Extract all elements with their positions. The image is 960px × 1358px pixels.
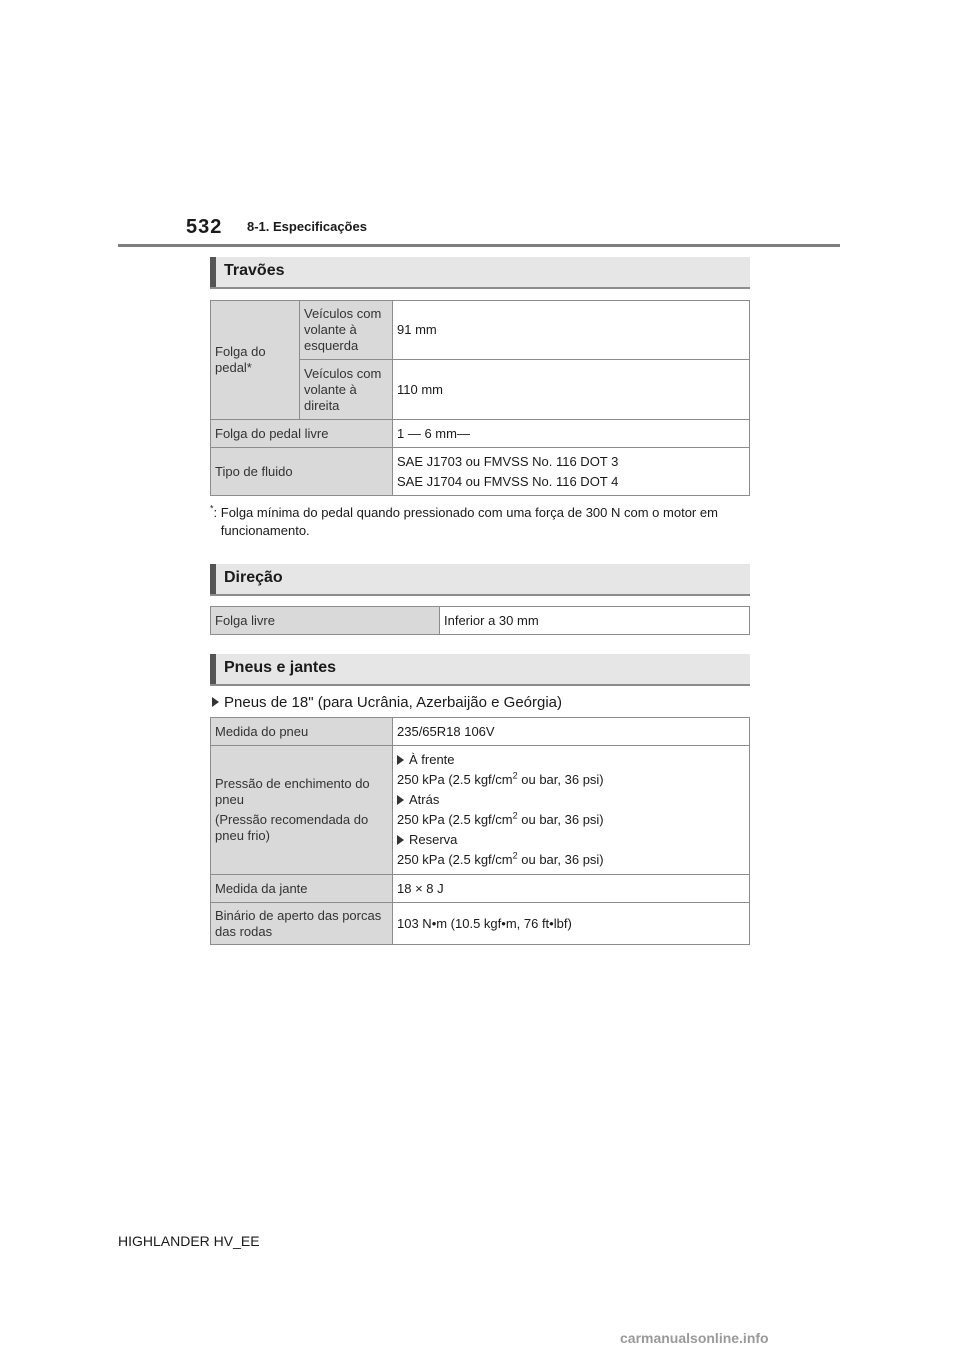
pedal-play-label: Folga do pedal* <box>211 301 300 420</box>
steering-free-play-label: Folga livre <box>211 607 440 635</box>
rear-pressure-value <box>397 810 745 830</box>
tire-pressure-value <box>393 746 750 875</box>
rim-size-label: Medida da jante <box>211 875 393 903</box>
front-pressure-heading <box>397 750 745 770</box>
pressure-value-text: ou bar, 36 psi) <box>517 772 604 787</box>
tire-size-label: Medida do pneu <box>211 718 393 746</box>
steering-table <box>210 606 750 635</box>
steering-title: Direção <box>224 569 283 586</box>
tire-pressure-label-note: (Pressão recomendada do pneu frio) <box>215 812 369 843</box>
wheel-nut-torque-label: Binário de aperto das porcas das rodas <box>211 903 393 945</box>
right-hand-drive-value: 110 mm <box>393 360 750 420</box>
free-play-label: Folga do pedal livre <box>211 420 393 448</box>
tires-table <box>210 717 750 945</box>
table-row <box>211 718 750 746</box>
footnote-marker: * <box>210 503 214 514</box>
steering-heading <box>210 564 750 596</box>
left-hand-drive-value: 91 mm <box>393 301 750 360</box>
pressure-exponent: 2 <box>512 770 518 781</box>
rear-label: Atrás <box>409 792 440 807</box>
footnote-text: Folga mínima do pedal quando pressionado com uma força de 300 N com o motor em funcionamento. <box>220 505 718 538</box>
triangle-bullet-icon <box>212 697 219 707</box>
pressure-exponent: 2 <box>512 850 518 861</box>
heading-accent-bar <box>210 257 216 287</box>
spare-pressure-heading <box>397 830 745 850</box>
front-label: À frente <box>409 752 455 767</box>
tire-variant-text: Pneus de 18" (para Ucrânia, Azerbaijão e Geórgia) <box>224 694 563 711</box>
brakes-title: Travões <box>224 262 285 279</box>
footer-model-name: HIGHLANDER HV_EE <box>118 1233 260 1249</box>
fluid-type-label: Tipo de fluido <box>211 448 393 496</box>
rear-pressure-heading <box>397 790 745 810</box>
table-row <box>211 448 750 496</box>
header-divider <box>118 244 840 247</box>
brakes-table <box>210 300 750 496</box>
heading-accent-bar <box>210 564 216 594</box>
table-row <box>211 746 750 875</box>
tires-title: Pneus e jantes <box>224 659 337 676</box>
table-row <box>211 875 750 903</box>
fluid-type-option: SAE J1704 ou FMVSS No. 116 DOT 4 <box>397 473 619 489</box>
pressure-value-text: ou bar, 36 psi) <box>517 852 604 867</box>
steering-free-play-value: Inferior a 30 mm <box>440 607 750 635</box>
table-row <box>211 301 750 360</box>
tire-size-value: 235/65R18 106V <box>393 718 750 746</box>
tires-heading <box>210 654 750 686</box>
footnote <box>210 504 750 540</box>
tire-pressure-label-main: Pressão de enchimento do pneu <box>215 776 370 807</box>
page-number: 532 <box>186 216 223 238</box>
table-row <box>211 607 750 635</box>
tire-pressure-label <box>211 746 393 875</box>
spare-pressure-value <box>397 850 745 870</box>
free-play-value: 1 — 6 mm— <box>393 420 750 448</box>
right-hand-drive-label: Veículos com volante à direita <box>300 360 393 420</box>
fluid-type-option: SAE J1703 ou FMVSS No. 116 DOT 3 <box>397 453 619 469</box>
table-row <box>211 903 750 945</box>
footnote-colon: : <box>213 505 218 520</box>
pressure-value-text: 250 kPa (2.5 kgf/cm <box>397 852 513 867</box>
watermark: carmanualsonline.info <box>620 1330 769 1346</box>
left-hand-drive-label: Veículos com volante à esquerda <box>300 301 393 360</box>
pressure-value-text: ou bar, 36 psi) <box>517 812 604 827</box>
wheel-nut-torque-value: 103 N•m (10.5 kgf•m, 76 ft•lbf) <box>393 903 750 945</box>
triangle-bullet-icon <box>397 795 404 805</box>
rim-size-value: 18 × 8 J <box>393 875 750 903</box>
fluid-type-value <box>393 448 750 496</box>
section-title: 8-1. Especificações <box>247 219 367 234</box>
front-pressure-value <box>397 770 745 790</box>
pressure-value-text: 250 kPa (2.5 kgf/cm <box>397 812 513 827</box>
heading-accent-bar <box>210 654 216 684</box>
spare-label: Reserva <box>409 832 458 847</box>
brakes-heading <box>210 257 750 289</box>
pressure-value-text: 250 kPa (2.5 kgf/cm <box>397 772 513 787</box>
triangle-bullet-icon <box>397 755 404 765</box>
triangle-bullet-icon <box>397 835 404 845</box>
table-row <box>211 420 750 448</box>
pressure-exponent: 2 <box>512 810 518 821</box>
tire-variant-intro <box>212 694 562 711</box>
